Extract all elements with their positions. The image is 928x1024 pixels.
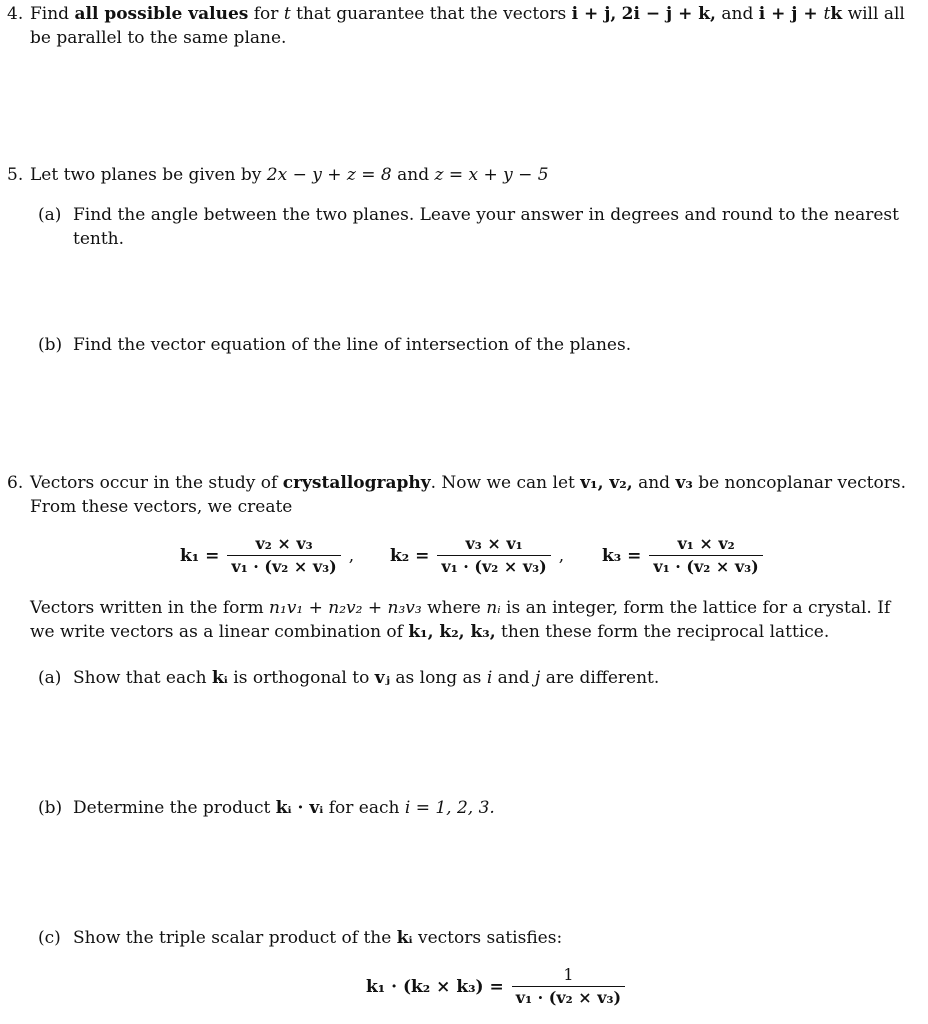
k2-definition: k₂ = $\frac{\text{v₃ × v₁}}{\text{v₁ · (v₂ × v₃)}}$ , <box>390 534 565 576</box>
k2-fraction: $\frac{\text{v₃ × v₁}}{\text{v₁ · (v₂ × v₃)}}$ <box>437 533 550 578</box>
part-label: (a) <box>38 205 62 225</box>
problem-5-text: Let two planes be given by 2x − y + z = 8 and z = x + y − 5 <box>30 165 549 185</box>
k3-definition: k₃ = $\frac{\text{v₁ × v₂}}{\text{v₁ · (v₂ × v₃)}}$ <box>602 533 763 578</box>
problem-4-text: Find all possible values for t that guarantee that the vectors i + j, 2i − j + k, and i + j + tk will all be parallel to the same plane. <box>30 4 905 48</box>
k1-definition: k₁ = $\frac{\text{v₂ × v₃}}{\text{v₁ · (v₂ × v₃)}}$ , <box>180 534 355 576</box>
plane-1-equation: 2x − y + z = 8 <box>266 165 392 185</box>
part-text: Show that each kᵢ is orthogonal to vⱼ as long as i and j are different. <box>73 668 660 688</box>
part-text: Find the vector equation of the line of intersection of the planes. <box>73 335 632 355</box>
part-text: Show the triple scalar product of the kᵢ vectors satisfies: <box>73 928 563 948</box>
problem-number: 5. <box>7 165 24 185</box>
triple-product-equation: k₁ · (k₂ × k₃) = $\frac{1}{\text{v₁ · (v₂ × v₃)}}$ <box>366 964 625 1009</box>
part-label: (a) <box>38 668 62 688</box>
vector-1: i + j, <box>571 4 617 24</box>
part-label: (b) <box>38 798 63 818</box>
k1-fraction: $\frac{\text{v₂ × v₃}}{\text{v₁ · (v₂ × v₃)}}$ <box>227 533 340 578</box>
part-label: (c) <box>38 928 61 948</box>
problem-number: 4. <box>7 4 24 24</box>
part-label: (b) <box>38 335 63 355</box>
k3-fraction: $\frac{\text{v₁ × v₂}}{\text{v₁ · (v₂ × v₃)}}$ <box>649 533 762 578</box>
problem-6-text: Vectors occur in the study of crystallography. Now we can let v₁, v₂, and v₃ be noncoplanar vectors. From these vectors, we create <box>30 473 906 517</box>
part-text: Determine the product kᵢ · vᵢ for each i = 1, 2, 3. <box>73 798 495 818</box>
bold-word: crystallography <box>282 473 431 493</box>
bold-phrase: all possible values <box>74 4 249 24</box>
lattice-expression: n₁v₁ + n₂v₂ + n₃v₃ <box>269 598 422 618</box>
vector-2: 2i − j + k, <box>621 4 716 24</box>
vector-3: i + j + tk <box>758 4 843 24</box>
triple-product-fraction: $\frac{1}{\text{v₁ · (v₂ × v₃)}}$ <box>512 964 625 1009</box>
problem-number: 6. <box>7 473 24 493</box>
part-text: Find the angle between the two planes. Leave your answer in degrees and round to the nearest tenth. <box>73 205 899 249</box>
plane-2-equation: z = x + y − 5 <box>434 165 549 185</box>
